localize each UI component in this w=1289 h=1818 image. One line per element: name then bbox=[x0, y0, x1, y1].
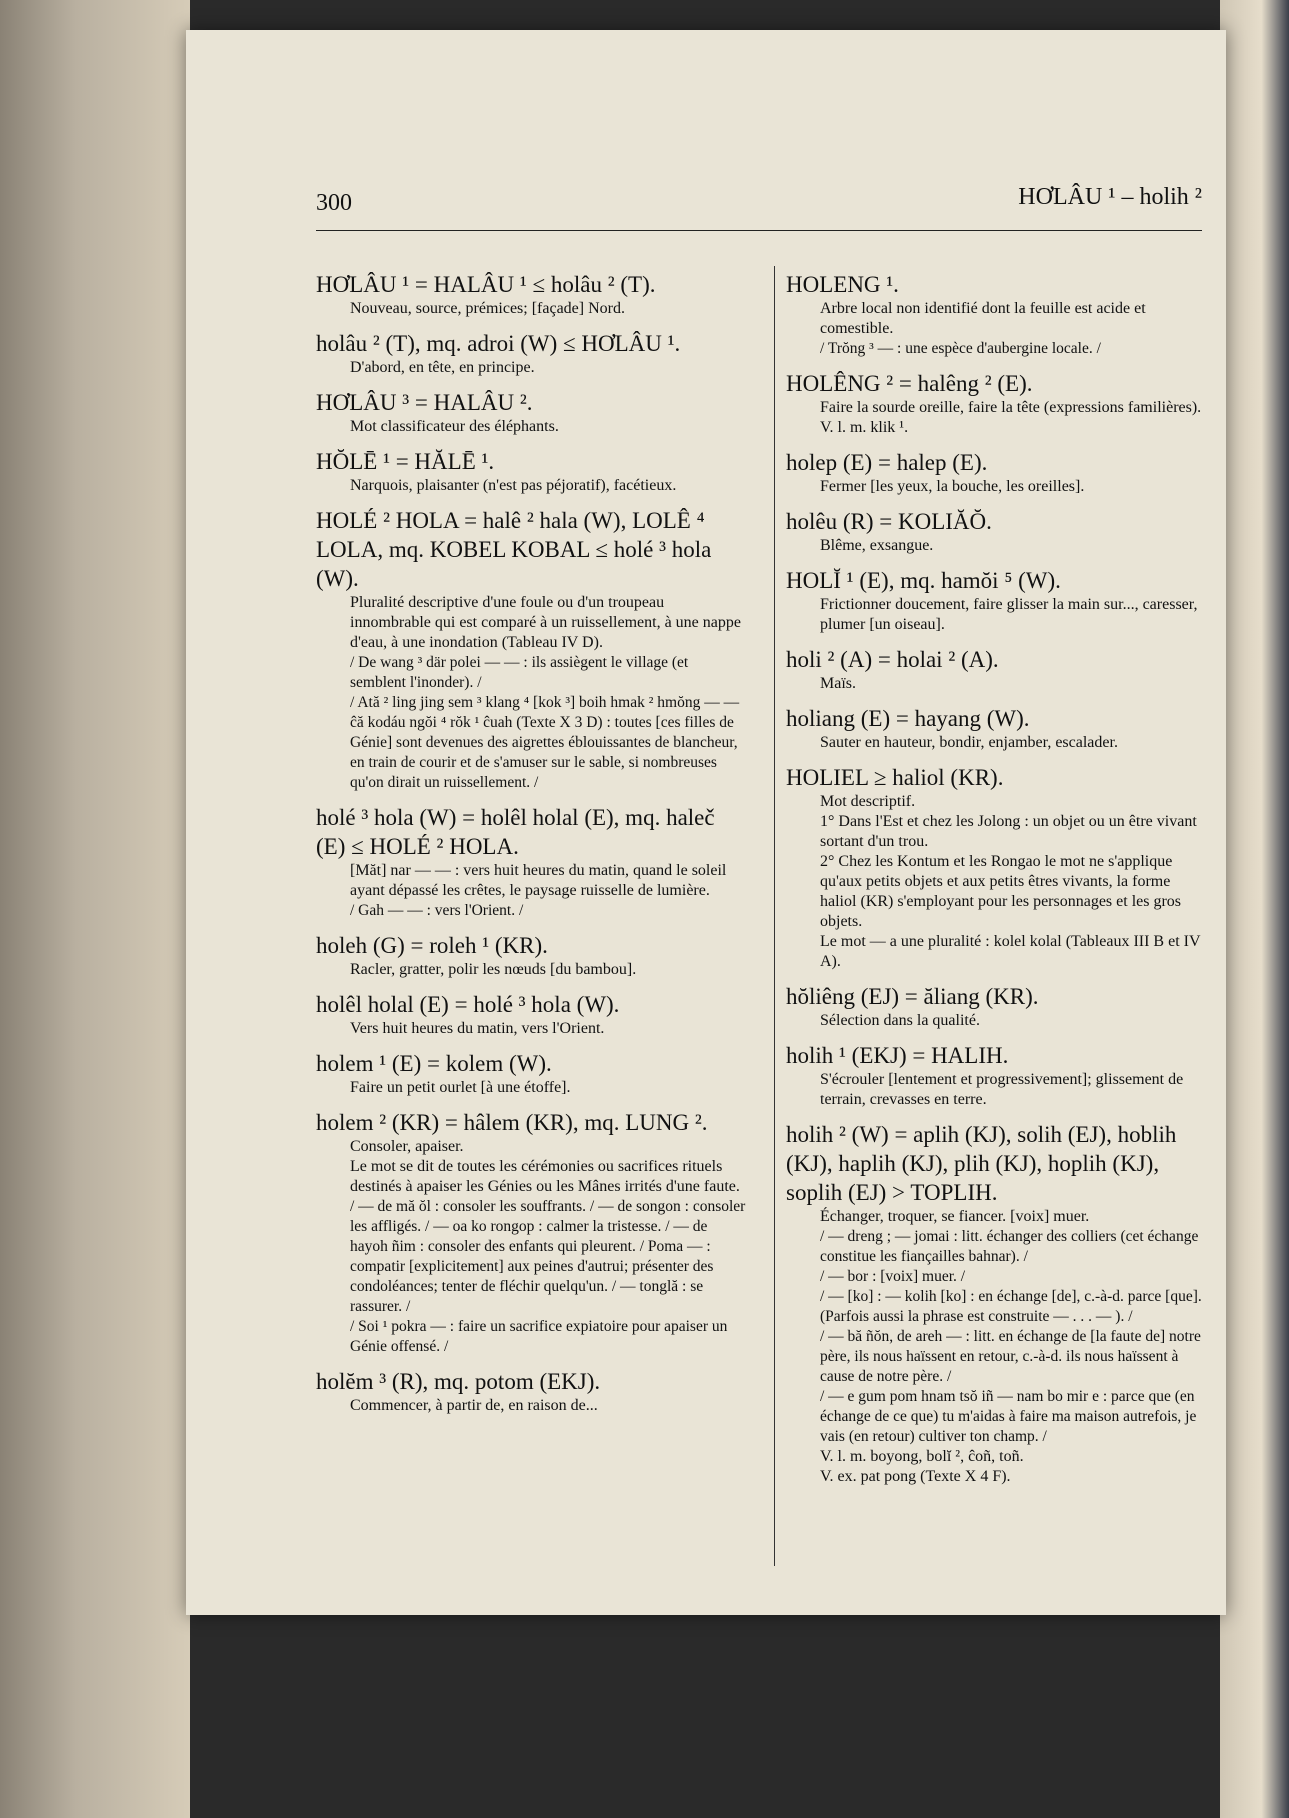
definition-line: / Soi ¹ pokra — : faire un sacrifice expiatoire pour apaiser un Génie offensé. / bbox=[350, 1318, 728, 1355]
entry-definition bbox=[820, 1207, 1206, 1487]
dictionary-entry bbox=[316, 270, 746, 319]
definition-line: / — dreng ; — jomai : litt. échanger des colliers (cet échange constitue les fiançailles bahnar). / bbox=[820, 1228, 1199, 1265]
dictionary-entry bbox=[316, 447, 746, 496]
dictionary-entry bbox=[316, 931, 746, 980]
entry-headword: HOLENG ¹. bbox=[786, 272, 899, 297]
dictionary-entry bbox=[786, 1120, 1206, 1487]
entry-definition bbox=[820, 398, 1206, 438]
definition-line: Mot descriptif. bbox=[820, 793, 916, 810]
entry-headword: holem ¹ (E) = kolem (W). bbox=[316, 1051, 552, 1076]
dictionary-entry bbox=[316, 1108, 746, 1357]
definition-line: / — e gum pom hnam tsŏ iñ — nam bo mir e : parce que (en échange de ce que) tu m'aidas à faire ma maison autrefois, je vais (en retour) cultiver ton champ. / bbox=[820, 1388, 1197, 1445]
entry-definition bbox=[350, 960, 746, 980]
entry-definition bbox=[820, 674, 1206, 694]
entry-headword: holêu (R) = KOLIĂŎ. bbox=[786, 509, 992, 534]
definition-line: Consoler, apaiser. bbox=[350, 1138, 464, 1155]
column-divider bbox=[774, 266, 775, 1566]
definition-line: Narquois, plaisanter (n'est pas péjoratif), facétieux. bbox=[350, 477, 677, 494]
entry-definition bbox=[350, 1078, 746, 1098]
definition-line: Vers huit heures du matin, vers l'Orient. bbox=[350, 1020, 605, 1037]
entry-headword: holiang (E) = hayang (W). bbox=[786, 706, 1030, 731]
entry-headword: holeh (G) = roleh ¹ (KR). bbox=[316, 933, 548, 958]
definition-line: / Trŏng ³ — : une espèce d'aubergine locale. / bbox=[820, 340, 1101, 357]
entry-definition bbox=[820, 733, 1206, 753]
definition-line: Le mot se dit de toutes les cérémonies ou sacrifices rituels destinés à apaiser les Génies ou les Mânes irrités d'une faute. bbox=[350, 1158, 740, 1195]
dictionary-entry bbox=[786, 507, 1206, 556]
entry-headword: holêl holal (E) = holé ³ hola (W). bbox=[316, 992, 620, 1017]
dictionary-entry bbox=[316, 1367, 746, 1416]
definition-line: Blême, exsangue. bbox=[820, 537, 934, 554]
entry-definition bbox=[350, 299, 746, 319]
definition-line: Frictionner doucement, faire glisser la main sur..., caresser, plumer [un oiseau]. bbox=[820, 596, 1198, 633]
entry-headword: holâu ² (T), mq. adroi (W) ≤ HƠLÂU ¹. bbox=[316, 331, 681, 356]
definition-line: Sélection dans la qualité. bbox=[820, 1012, 980, 1029]
dictionary-entry bbox=[316, 1049, 746, 1098]
definition-line: Nouveau, source, prémices; [façade] Nord. bbox=[350, 300, 625, 317]
entry-definition bbox=[350, 417, 746, 437]
definition-line: Pluralité descriptive d'une foule ou d'un troupeau innombrable qui est comparé à un ruissellement, à une nappe d'eau, à une inondation (Tableau IV D). bbox=[350, 594, 741, 651]
definition-line: Arbre local non identifié dont la feuille est acide et comestible. bbox=[820, 300, 1146, 337]
definition-line: D'abord, en tête, en principe. bbox=[350, 359, 535, 376]
definition-line: Maïs. bbox=[820, 675, 856, 692]
definition-line: / — de mă ŏl : consoler les souffrants. / — de songon : consoler les affligés. / — oa ko rongop : calmer la tristesse. / — de hayoh ñim : consoler des enfants qui pleurent. / Poma — : compatir [explicitement] aux peines d'autrui; présenter des condoléances; tenter de fléchir quelqu'un. / — tonglă : se rassurer. / bbox=[350, 1198, 746, 1315]
entry-headword: HƠLÂU ¹ = HALÂU ¹ ≤ holâu ² (T). bbox=[316, 272, 656, 297]
definition-line: S'écrouler [lentement et progressivement]; glissement de terrain, crevasses en terre. bbox=[820, 1071, 1184, 1108]
definition-line: Échanger, troquer, se fiancer. [voix] muer. bbox=[820, 1208, 1090, 1225]
dictionary-entry bbox=[316, 329, 746, 378]
entry-headword: hŏliêng (EJ) = ăliang (KR). bbox=[786, 984, 1039, 1009]
definition-line: / — [ko] : — kolih [ko] : en échange [de], c.-à-d. parce [que]. (Parfois aussi la phrase est construite — . . . — ). / bbox=[820, 1288, 1202, 1325]
entry-definition bbox=[820, 792, 1206, 972]
entry-definition bbox=[350, 593, 746, 793]
definition-line: Le mot — a une pluralité : kolel kolal (Tableaux III B et IV A). bbox=[820, 933, 1201, 970]
entry-headword: holih ¹ (EKJ) = HALIH. bbox=[786, 1043, 1009, 1068]
dictionary-entry bbox=[316, 803, 746, 921]
entry-definition bbox=[820, 299, 1206, 359]
definition-line: 1° Dans l'Est et chez les Jolong : un objet ou un être vivant sortant d'un trou. bbox=[820, 813, 1197, 850]
definition-line: / De wang ³ där polei — — : ils assiègent le village (et semblent l'inonder). / bbox=[350, 654, 689, 691]
entry-definition bbox=[350, 1137, 746, 1357]
dictionary-entry bbox=[786, 645, 1206, 694]
page-header bbox=[316, 180, 1202, 231]
definition-line: Mot classificateur des éléphants. bbox=[350, 418, 559, 435]
definition-line: V. ex. pat pong (Texte X 4 F). bbox=[820, 1468, 1011, 1485]
entry-headword: holep (E) = halep (E). bbox=[786, 450, 988, 475]
entry-definition bbox=[350, 476, 746, 496]
book-right-page-edge bbox=[1220, 0, 1289, 1818]
entry-definition bbox=[820, 1070, 1206, 1110]
definition-line: / — bă ñŏn, de areh — : litt. en échange de [la faute de] notre père, ils nous haïssent en retour, c.-à-d. ils nous haïssent à cause de notre père. / bbox=[820, 1328, 1201, 1385]
dictionary-page bbox=[186, 30, 1226, 1615]
entry-definition bbox=[820, 536, 1206, 556]
entry-headword: HOLĬ ¹ (E), mq. hamŏi ⁵ (W). bbox=[786, 568, 1061, 593]
entry-definition bbox=[350, 1396, 746, 1416]
entry-definition bbox=[820, 1011, 1206, 1031]
dictionary-entry bbox=[316, 990, 746, 1039]
definition-line: Racler, gratter, polir les nœuds [du bambou]. bbox=[350, 961, 637, 978]
dictionary-entry bbox=[316, 388, 746, 437]
dictionary-entry bbox=[786, 369, 1206, 438]
definition-line: Commencer, à partir de, en raison de... bbox=[350, 1397, 598, 1414]
entry-definition bbox=[820, 477, 1206, 497]
dictionary-entry bbox=[316, 506, 746, 793]
entry-definition bbox=[350, 861, 746, 921]
book-left-page-edges bbox=[0, 0, 190, 1818]
definition-line: Faire un petit ourlet [à une étoffe]. bbox=[350, 1079, 571, 1096]
definition-line: Sauter en hauteur, bondir, enjamber, escalader. bbox=[820, 734, 1118, 751]
entry-headword: HŎLĒ ¹ = HĂLĒ ¹. bbox=[316, 449, 495, 474]
dictionary-entry bbox=[786, 270, 1206, 359]
dictionary-entry bbox=[786, 982, 1206, 1031]
definition-line: 2° Chez les Kontum et les Rongao le mot ne s'applique qu'aux petits objets et aux petits êtres vivants, la forme haliol (KR) s'employant pour les personnages et les gros objets. bbox=[820, 853, 1182, 930]
definition-line: Fermer [les yeux, la bouche, les oreilles]. bbox=[820, 478, 1085, 495]
definition-line: [Măt] nar — — : vers huit heures du matin, quand le soleil ayant dépassé les crêtes, le paysage ruisselle de lumière. bbox=[350, 862, 727, 899]
entry-definition bbox=[820, 595, 1206, 635]
right-column bbox=[786, 270, 1206, 1497]
dictionary-entry bbox=[786, 1041, 1206, 1110]
dictionary-entry bbox=[786, 566, 1206, 635]
dictionary-entry bbox=[786, 763, 1206, 972]
dictionary-entry bbox=[786, 448, 1206, 497]
page-number: 300 bbox=[316, 190, 352, 216]
entry-headword: HƠLÂU ³ = HALÂU ². bbox=[316, 390, 533, 415]
entry-definition bbox=[350, 358, 746, 378]
definition-line: Faire la sourde oreille, faire la tête (expressions familières). bbox=[820, 399, 1202, 416]
definition-line: / Gah — — : vers l'Orient. / bbox=[350, 902, 524, 919]
entry-headword: holé ³ hola (W) = holêl holal (E), mq. haleč (E) ≤ HOLÉ ² HOLA. bbox=[316, 805, 715, 859]
entry-definition bbox=[350, 1019, 746, 1039]
definition-line: V. l. m. klik ¹. bbox=[820, 419, 909, 436]
entry-headword: HOLIEL ≥ haliol (KR). bbox=[786, 765, 1004, 790]
entry-headword: holih ² (W) = aplih (KJ), solih (EJ), hoblih (KJ), haplih (KJ), plih (KJ), hoplih (KJ), soplih (EJ) > TOPLIH. bbox=[786, 1122, 1177, 1205]
definition-line: / — bor : [voix] muer. / bbox=[820, 1268, 966, 1285]
left-column bbox=[316, 270, 746, 1426]
entry-headword: HOLÉ ² HOLA = halê ² hala (W), LOLÊ ⁴ LOLA, mq. KOBEL KOBAL ≤ holé ³ hola (W). bbox=[316, 508, 712, 591]
dictionary-entry bbox=[786, 704, 1206, 753]
definition-line: V. l. m. boyong, bolĭ ², ĉoñ, toñ. bbox=[820, 1448, 1024, 1465]
entry-headword: HOLÊNG ² = halêng ² (E). bbox=[786, 371, 1033, 396]
entry-headword: holi ² (A) = holai ² (A). bbox=[786, 647, 999, 672]
definition-line: / Ată ² ling jing sem ³ klang ⁴ [kok ³] boih hmak ² hmŏng — — ĉă kodáu ngŏi ⁴ rŏk ¹ ĉuah (Texte X 3 D) : toutes [ces filles de Génie] sont devenues des aigrettes éblouissantes de blancheur, en train de courir et de s'amuser sur le sable, si nombreuses qu'on dirait un ruissellement. / bbox=[350, 694, 740, 791]
entry-headword: holĕm ³ (R), mq. potom (EKJ). bbox=[316, 1369, 601, 1394]
entry-headword: holem ² (KR) = hâlem (KR), mq. LUNG ². bbox=[316, 1110, 708, 1135]
running-head: HƠLÂU ¹ – holih ² bbox=[1018, 184, 1202, 210]
